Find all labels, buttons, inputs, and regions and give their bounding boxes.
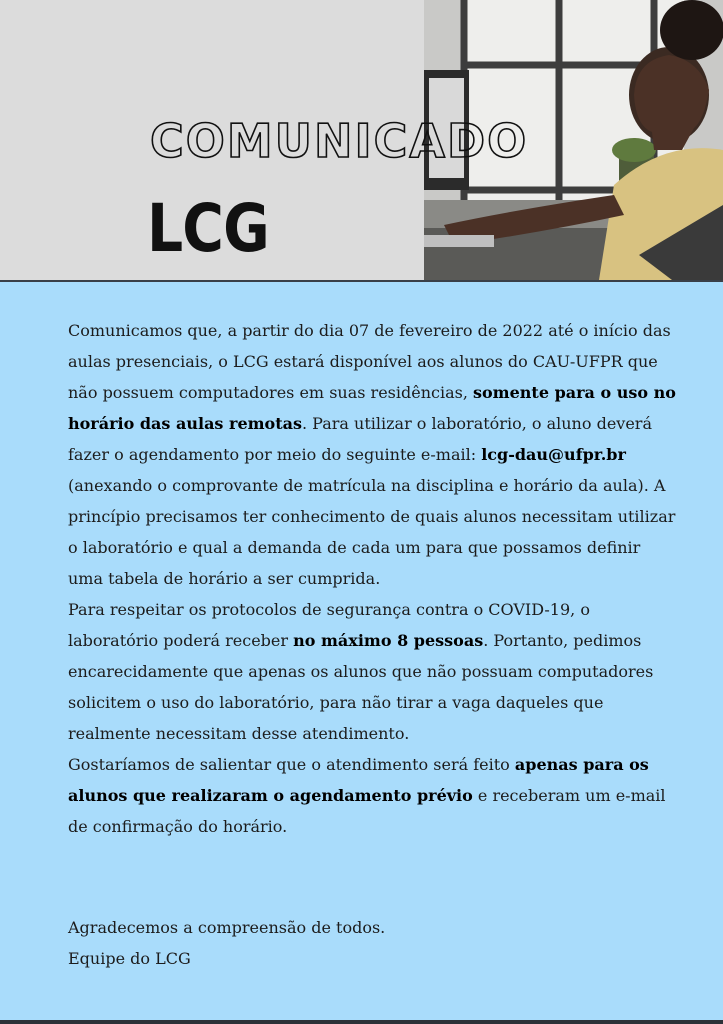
paragraph-1 bbox=[68, 315, 678, 594]
announcement-body bbox=[68, 315, 678, 842]
paragraph-text: (anexando o comprovante de matrícula na disciplina e horário da aula). A princípio precisamos ter conhecimento de quais alunos necessitam utilizar o laboratório e qual a demanda de cada um para que possamos definir uma tabela de horário a ser cumprida. bbox=[68, 476, 676, 588]
paragraph-3 bbox=[68, 749, 678, 842]
paragraph-text: Gostaríamos de salientar que o atendimento será feito bbox=[68, 755, 515, 774]
footer-divider bbox=[0, 1020, 723, 1024]
paragraph-text: . Portanto, pedimos encarecidamente que apenas os alunos que não possuam computadores solicitem o uso do laboratório, para não tirar a vaga daqueles que realmente necessitam desse atendimento. bbox=[68, 631, 654, 743]
closing-block bbox=[68, 912, 678, 974]
paragraph-text: . Para utilizar o laboratório, o aluno deverá fazer o agendamento por meio do seguinte e-mail: bbox=[68, 414, 652, 464]
paragraph-text: Comunicamos que, a partir do dia 07 de fevereiro de 2022 até o início das aulas presenciais, o LCG estará disponível aos alunos do CAU-UFPR que não possuem computadores em suas residências, bbox=[68, 321, 671, 402]
bold-highlight: apenas para os alunos que realizaram o agendamento prévio bbox=[68, 755, 649, 805]
paragraph-text: e receberam um e-mail de confirmação do horário. bbox=[68, 786, 666, 836]
email-address: lcg-dau@ufpr.br bbox=[481, 445, 626, 464]
paragraph-text: Para respeitar os protocolos de segurança contra o COVID-19, o laboratório poderá receber bbox=[68, 600, 590, 650]
page-title: COMUNICADO bbox=[150, 114, 529, 168]
signature: Equipe do LCG bbox=[68, 949, 191, 968]
organization-name: LCG bbox=[147, 190, 269, 267]
thanks-line: Agradecemos a compreensão de todos. bbox=[68, 918, 386, 937]
bold-highlight: no máximo 8 pessoas bbox=[293, 631, 484, 650]
bold-highlight: somente para o uso no horário das aulas remotas bbox=[68, 383, 676, 433]
paragraph-2 bbox=[68, 594, 678, 749]
header-banner bbox=[0, 0, 723, 282]
